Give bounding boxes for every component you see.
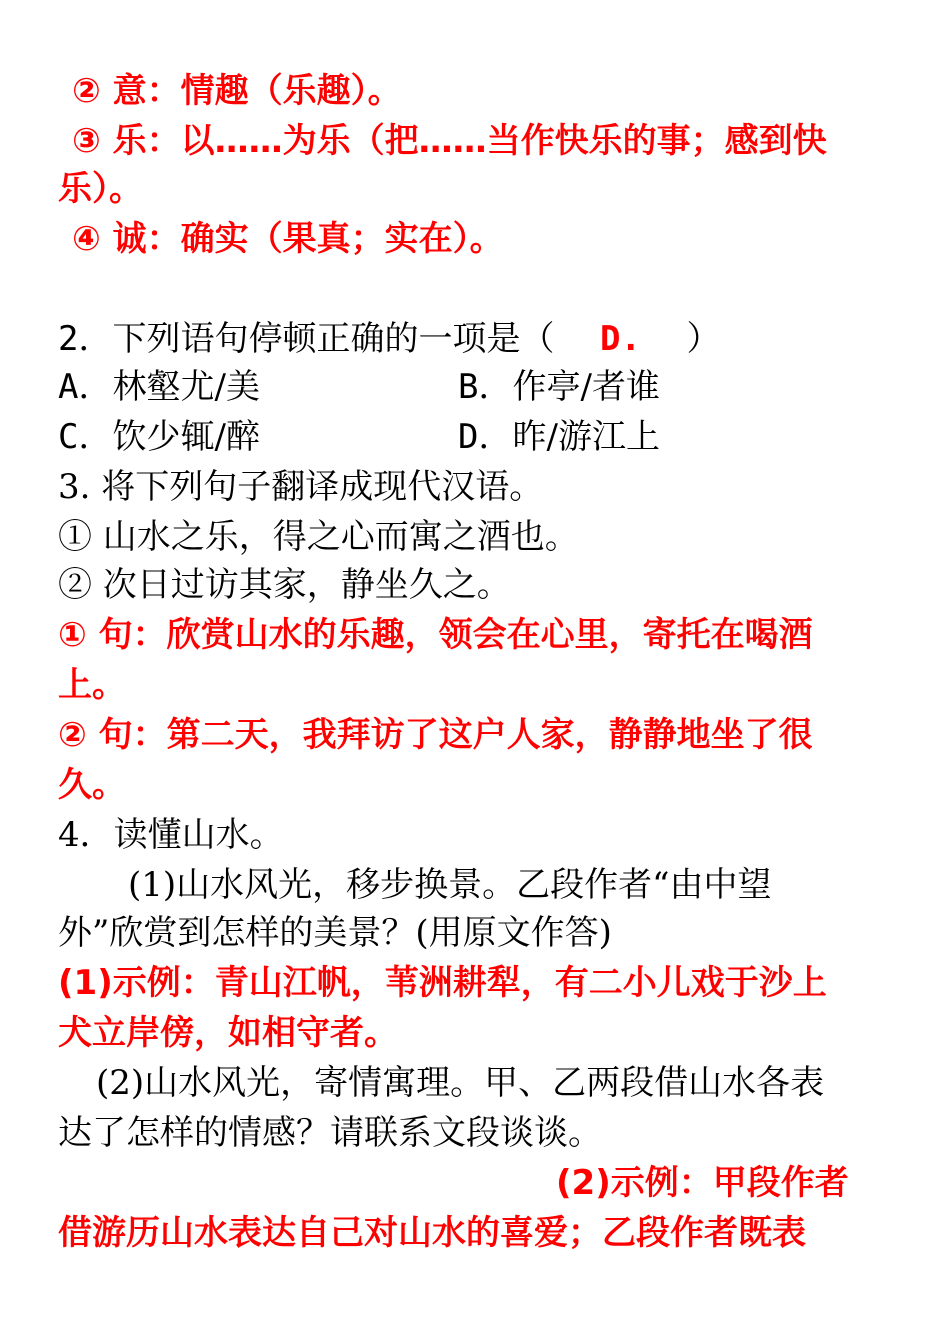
answer-q4-2-line2: 借游历山水表达自己对山水的喜爱；乙段作者既表 [58, 1213, 806, 1253]
question-2-options-row2 [58, 412, 908, 462]
option-d-label: D． [458, 417, 513, 457]
option-a [58, 367, 260, 407]
answer-q1-item3-line1: ③ 乐：以……为乐（把……当作快乐的事；感到快 [72, 121, 827, 161]
question-2-answer: D. [599, 319, 641, 359]
question-2-prefix: 2．下列语句停顿正确的一项是（ [58, 319, 555, 359]
option-b [458, 362, 660, 412]
option-c-label: C． [58, 417, 113, 457]
question-4-sub2-line1: (2)山水风光，寄情寓理。甲、乙两段借山水各表 [96, 1063, 825, 1103]
answer-q3-2-line2: 久。 [58, 765, 126, 805]
answer-q4-1-line2: 犬立岸傍，如相守者。 [58, 1013, 398, 1053]
question-3-sentence-2: ② 次日过访其家，静坐久之。 [58, 565, 511, 605]
option-b-label: B． [458, 367, 513, 407]
option-b-text: 作亭/者谁 [512, 367, 660, 407]
question-4-sub1-line2: 外”欣赏到怎样的美景？(用原文作答) [58, 913, 612, 953]
question-2-stem [58, 314, 908, 364]
option-a-label: A． [58, 367, 113, 407]
option-c [58, 417, 260, 457]
answer-q3-1-line1: ① 句：欣赏山水的乐趣，领会在心里，寄托在喝酒 [58, 615, 813, 655]
answer-q1-item2: ② 意：情趣（乐趣）。 [72, 71, 402, 111]
answer-q3-1-line2: 上。 [58, 665, 126, 705]
answer-q4-2-line1: (2)示例：甲段作者 [556, 1163, 849, 1203]
question-3-sentence-1: ① 山水之乐，得之心而寓之酒也。 [58, 517, 579, 557]
answer-q1-item3-line2: 乐）。 [58, 169, 143, 209]
question-4-sub1-line1: (1)山水风光，移步换景。乙段作者“由中望 [128, 865, 772, 905]
option-c-text: 饮少辄/醉 [112, 417, 260, 457]
answer-q4-1-line1: (1)示例：青山江帆，苇洲耕犁，有二小儿戏于沙上 [58, 963, 827, 1003]
question-2-options-row1 [58, 362, 908, 412]
option-a-text: 林壑尤/美 [112, 367, 260, 407]
option-d-text: 昨/游江上 [512, 417, 660, 457]
answer-q1-item4: ④ 诚：确实（果真；实在）。 [72, 219, 504, 259]
question-4-sub2-line2: 达了怎样的情感？请联系文段谈谈。 [58, 1113, 602, 1153]
question-3-stem: 3. 将下列句子翻译成现代汉语。 [58, 467, 544, 507]
question-4-stem: 4．读懂山水。 [58, 815, 284, 855]
question-2-suffix: ） [686, 319, 721, 359]
option-d [458, 412, 660, 462]
answer-q3-2-line1: ② 句：第二天，我拜访了这户人家，静静地坐了很 [58, 715, 813, 755]
